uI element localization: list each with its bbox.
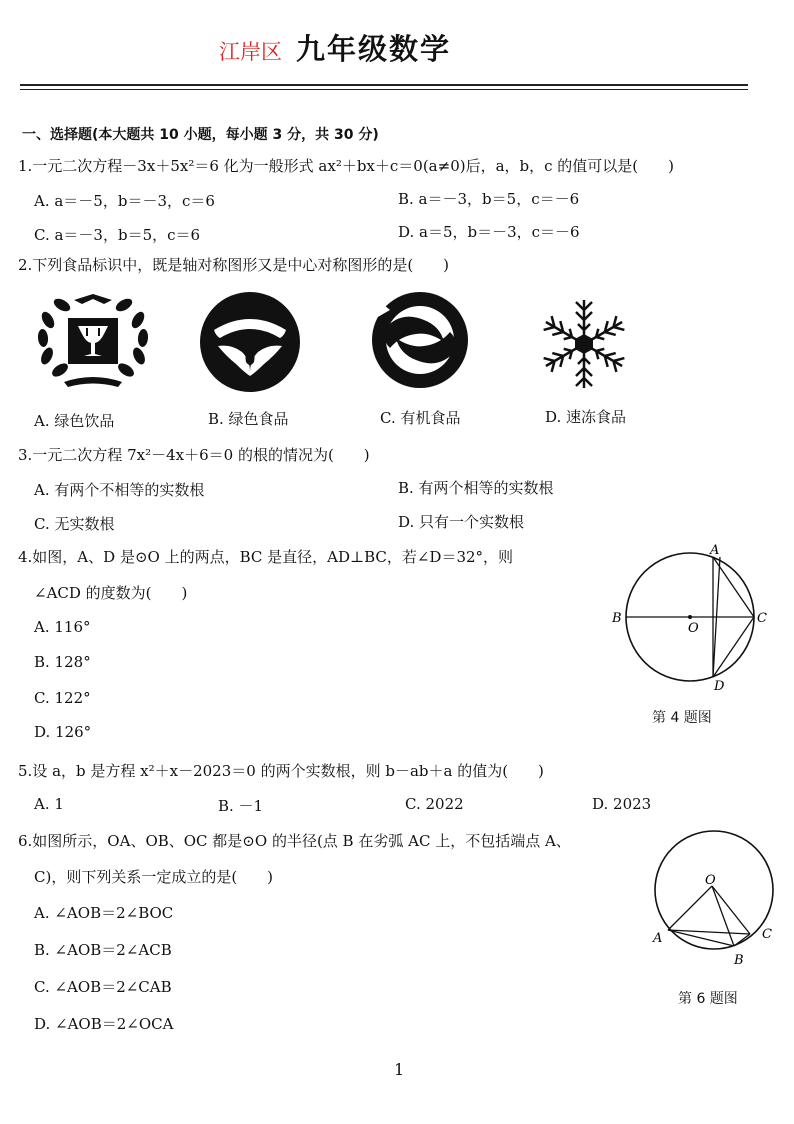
q4-option-c: C. 122° [34, 689, 91, 707]
q4-option-b: B. 128° [34, 653, 91, 671]
section-heading: 一、选择题(本大题共 10 小题，每小题 3 分，共 30 分) [22, 127, 379, 143]
q2-option-b: B. 绿色食品 [208, 410, 289, 428]
q4-stem-line2: ∠ACD 的度数为( ) [34, 584, 188, 602]
q4-figure-caption: 第 4 题图 [652, 710, 712, 726]
q4-option-a: A. 116° [34, 618, 91, 636]
q2-stem: 2.下列食品标识中，既是轴对称图形又是中心对称图形的是( ) [18, 256, 450, 274]
q3-option-b: B. 有两个相等的实数根 [398, 479, 554, 497]
q2-option-d: D. 速冻食品 [545, 408, 627, 426]
q6-circle-figure [650, 822, 790, 972]
frozen-food-snowflake-icon [536, 296, 632, 392]
q6-option-b: B. ∠AOB＝2∠ACB [34, 941, 172, 959]
header-rule [20, 84, 748, 86]
q1-stem: 1.一元二次方程－3x＋5x²＝6 化为一般形式 ax²＋bx＋c＝0(a≠0)后，a，b，c 的值可以是( ) [18, 157, 675, 175]
q2-option-c: C. 有机食品 [380, 409, 461, 427]
q6-figure-caption: 第 6 题图 [678, 991, 738, 1007]
q4-label-o: O [688, 621, 699, 636]
q5-option-b: B. －1 [218, 797, 264, 815]
q6-stem-line2: C)，则下列关系一定成立的是( ) [34, 868, 274, 886]
q4-label-a: A [710, 543, 720, 558]
q4-label-b: B [612, 611, 622, 626]
q1-option-b: B. a＝－3，b＝5，c＝－6 [398, 190, 580, 208]
q5-stem: 5.设 a，b 是方程 x²＋x－2023＝0 的两个实数根，则 b－ab＋a 的值为( ) [18, 762, 544, 780]
q4-option-d: D. 126° [34, 723, 92, 741]
page-number: 1 [394, 1060, 405, 1079]
q4-label-d: D [714, 679, 725, 694]
q6-option-d: D. ∠AOB＝2∠OCA [34, 1015, 174, 1033]
q5-option-d: D. 2023 [592, 795, 652, 813]
q6-label-a: A [653, 931, 663, 946]
q3-option-a: A. 有两个不相等的实数根 [34, 481, 205, 499]
q5-option-a: A. 1 [34, 795, 64, 813]
page-title: 九年级数学 [296, 32, 452, 66]
q5-option-c: C. 2022 [405, 795, 464, 813]
q4-stem-line1: 4.如图，A、D 是⊙O 上的两点，BC 是直径，AD⊥BC，若∠D＝32°，则 [18, 548, 514, 566]
q1-option-d: D. a＝5，b＝－3，c＝－6 [398, 223, 580, 241]
green-drink-logo-icon [34, 290, 152, 390]
q3-option-c: C. 无实数根 [34, 515, 115, 533]
q6-option-a: A. ∠AOB＝2∠BOC [34, 904, 174, 922]
green-food-logo-icon [198, 290, 302, 394]
q6-stem-line1: 6.如图所示，OA、OB、OC 都是⊙O 的半径(点 B 在劣弧 AC 上，不包括端点 A、 [18, 832, 571, 850]
q1-option-a: A. a＝－5，b＝－3，c＝6 [34, 192, 215, 210]
organic-food-logo-icon [370, 290, 470, 390]
header-rule-thin [20, 89, 748, 90]
q6-label-o: O [705, 873, 716, 888]
q6-label-c: C [762, 927, 772, 942]
q4-circle-figure [610, 540, 780, 700]
q2-option-a: A. 绿色饮品 [34, 412, 115, 430]
district-label: 江岸区 [219, 40, 282, 64]
q6-option-c: C. ∠AOB＝2∠CAB [34, 978, 172, 996]
q4-label-c: C [757, 611, 767, 626]
q1-option-c: C. a＝－3，b＝5，c＝6 [34, 226, 201, 244]
q3-stem: 3.一元二次方程 7x²－4x＋6＝0 的根的情况为( ) [18, 446, 370, 464]
q3-option-d: D. 只有一个实数根 [398, 513, 525, 531]
q6-label-b: B [734, 953, 744, 968]
